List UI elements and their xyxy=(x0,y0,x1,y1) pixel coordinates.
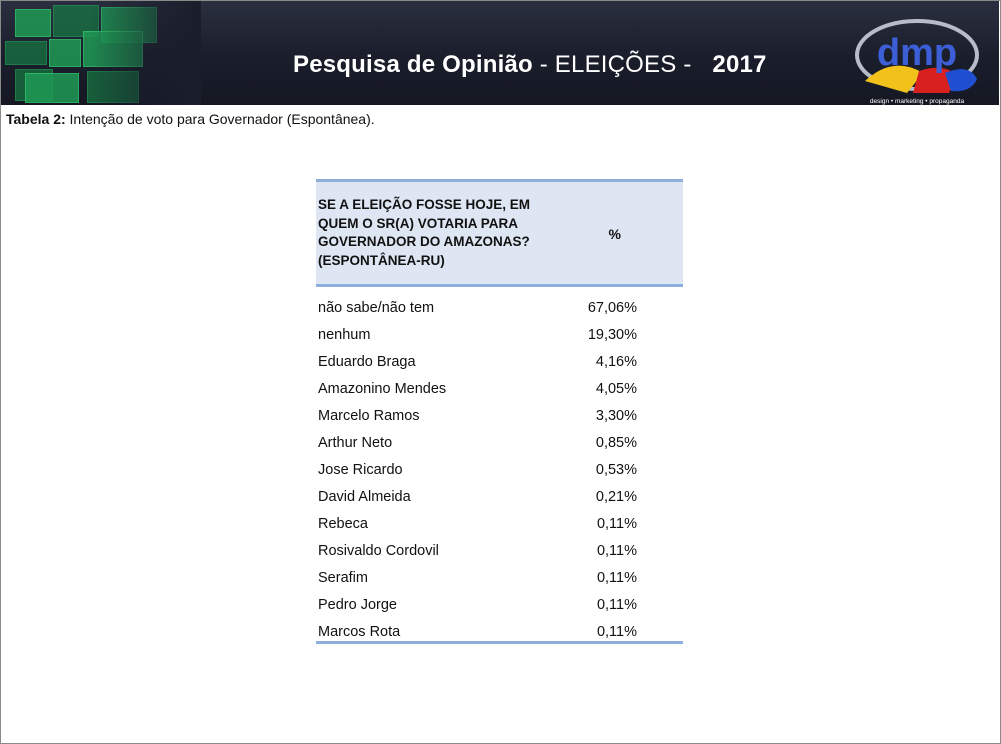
candidate-name: Amazonino Mendes xyxy=(318,380,447,397)
caption-label: Tabela 2: xyxy=(6,111,66,127)
table-row xyxy=(316,483,683,510)
table-bottom-rule xyxy=(316,641,683,644)
table-question: SE A ELEIÇÃO FOSSE HOJE, EM QUEM O SR(A) VOTARIA PARA GOVERNADOR DO AMAZONAS? (ESPONTÂNEA-RU) xyxy=(318,197,531,268)
vote-percentage: 0,11% xyxy=(596,515,637,532)
candidate-name: Serafim xyxy=(318,569,368,586)
table-caption xyxy=(6,111,375,127)
candidate-name: Arthur Neto xyxy=(318,434,393,451)
table-row xyxy=(316,375,683,402)
candidate-name: Pedro Jorge xyxy=(318,596,397,613)
vote-percentage: 0,85% xyxy=(595,434,637,451)
vote-percentage: 0,11% xyxy=(596,596,637,613)
table-header xyxy=(316,179,683,287)
percent-header: % xyxy=(608,226,621,242)
table-body xyxy=(316,287,683,645)
candidate-name: Rebeca xyxy=(318,515,368,532)
table-row xyxy=(316,348,683,375)
candidate-name: nenhum xyxy=(318,326,371,343)
vote-percentage: 4,16% xyxy=(595,353,637,370)
table-row xyxy=(316,510,683,537)
table-row xyxy=(316,321,683,348)
table-row xyxy=(316,564,683,591)
table-row xyxy=(316,429,683,456)
table-row xyxy=(316,456,683,483)
table-row xyxy=(316,402,683,429)
header-banner xyxy=(1,1,999,105)
candidate-name: Marcelo Ramos xyxy=(318,407,420,424)
candidate-name: Rosivaldo Cordovil xyxy=(318,542,439,559)
vote-percentage: 0,11% xyxy=(596,542,637,559)
table-row xyxy=(316,294,683,321)
poll-table xyxy=(316,179,683,644)
dmp-logo-icon xyxy=(853,11,981,105)
candidate-name: Jose Ricardo xyxy=(318,461,403,478)
candidate-name: não sabe/não tem xyxy=(318,299,435,316)
candidate-name: Eduardo Braga xyxy=(318,353,416,370)
table-row xyxy=(316,591,683,618)
logo-wordmark: dmp xyxy=(876,32,958,74)
banner-title-rest: - ELEIÇÕES - xyxy=(539,51,692,78)
table-row xyxy=(316,537,683,564)
vote-percentage: 0,11% xyxy=(596,623,637,640)
vote-percentage: 67,06% xyxy=(587,299,637,316)
banner-title-main: Pesquisa de Opinião xyxy=(293,51,533,78)
vote-percentage: 0,53% xyxy=(595,461,637,478)
vote-percentage: 3,30% xyxy=(595,407,637,424)
banner-title xyxy=(293,51,767,79)
candidate-name: Marcos Rota xyxy=(318,623,401,640)
vote-percentage: 4,05% xyxy=(595,380,637,397)
banner-year: 2017 xyxy=(712,51,767,78)
logo-tagline: design • marketing • propaganda xyxy=(869,98,965,105)
caption-text: Intenção de voto para Governador (Espontânea). xyxy=(69,111,375,127)
vote-percentage: 19,30% xyxy=(587,326,637,343)
vote-percentage: 0,11% xyxy=(596,569,637,586)
candidate-name: David Almeida xyxy=(318,488,411,505)
vote-percentage: 0,21% xyxy=(595,488,637,505)
